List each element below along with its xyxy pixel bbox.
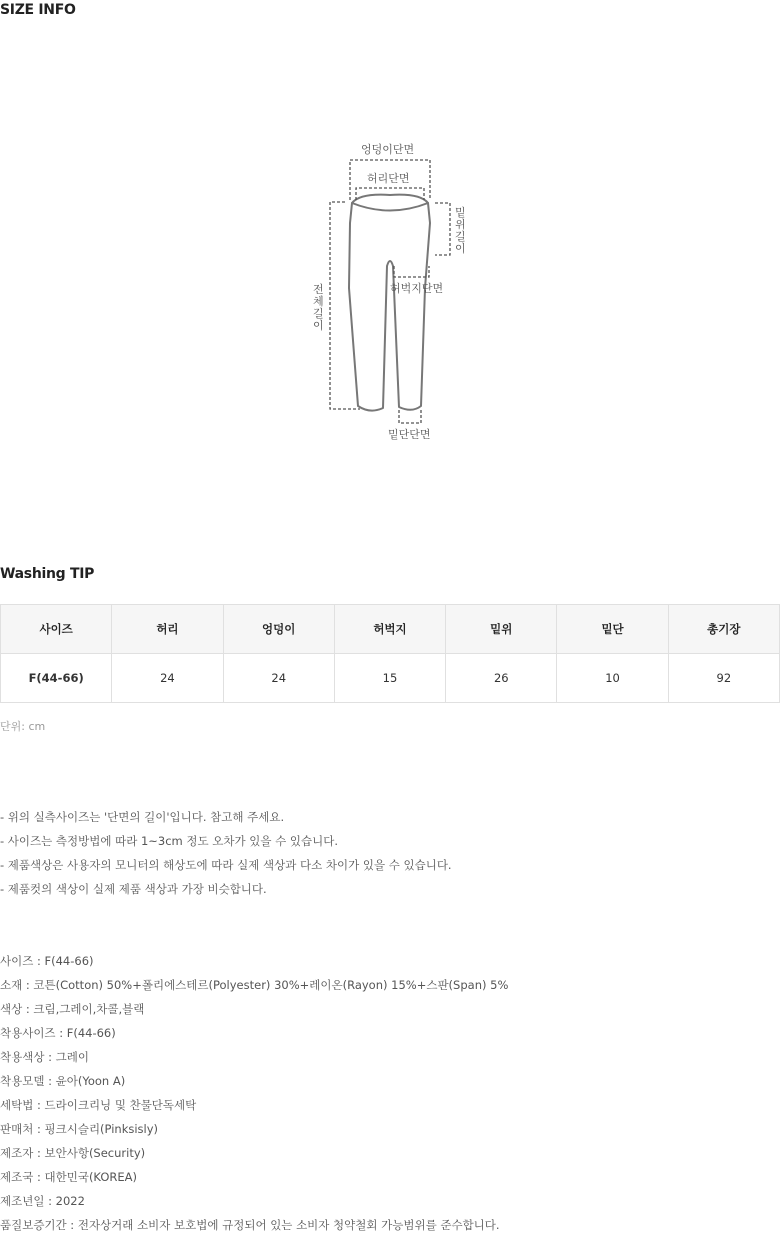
waist-label: 허리단면	[367, 172, 410, 185]
list-item: 색상 : 크림,그레이,차콜,블랙	[0, 1002, 145, 1016]
pants-silhouette	[349, 195, 430, 411]
list-item: - 제품색상은 사용자의 모니터의 해상도에 따라 실제 색상과 다소 차이가 있을 수 있습니다.	[0, 858, 452, 872]
cell-size: F(44-66)	[1, 654, 112, 703]
svg-text:이: 이	[313, 319, 324, 332]
list-item: 제조국 : 대한민국(KOREA)	[0, 1170, 138, 1184]
list-item: 판매처 : 핑크시슬리(Pinksisly)	[0, 1122, 159, 1136]
thigh-measure-line	[394, 266, 429, 277]
cell-thigh: 15	[334, 654, 445, 703]
size-info-title: SIZE INFO	[0, 2, 76, 18]
list-item: 사이즈 : F(44-66)	[0, 954, 94, 968]
hip-label: 엉덩이단면	[361, 143, 415, 156]
list-item: 세탁법 : 드라이크리닝 및 찬물단독세탁	[0, 1098, 197, 1112]
table-header-row	[1, 605, 780, 654]
svg-text:길: 길	[455, 230, 466, 243]
list-item: - 위의 실측사이즈는 '단면의 길이'입니다. 참고해 주세요.	[0, 810, 285, 824]
table-row	[1, 654, 780, 703]
header-waist: 허리	[112, 605, 223, 654]
cell-hip: 24	[223, 654, 334, 703]
header-hem: 밑단	[557, 605, 668, 654]
list-item: 제조년일 : 2022	[0, 1194, 85, 1208]
size-table	[0, 604, 780, 703]
svg-text:밑: 밑	[455, 206, 466, 219]
list-item: 착용색상 : 그레이	[0, 1050, 89, 1064]
size-notes-list	[0, 805, 452, 901]
rise-measure-line	[435, 203, 450, 255]
cell-waist: 24	[112, 654, 223, 703]
header-hip: 엉덩이	[223, 605, 334, 654]
pants-measurement-diagram	[300, 138, 480, 448]
rise-label	[455, 205, 466, 255]
washing-tip-title: Washing TIP	[0, 566, 95, 582]
hem-measure-line	[399, 410, 421, 423]
header-total-length: 총기장	[668, 605, 779, 654]
svg-text:길: 길	[313, 307, 324, 320]
svg-text:위: 위	[455, 218, 466, 231]
cell-hem: 10	[557, 654, 668, 703]
list-item: 착용사이즈 : F(44-66)	[0, 1026, 116, 1040]
cell-total-length: 92	[668, 654, 779, 703]
header-thigh: 허벅지	[334, 605, 445, 654]
svg-text:이: 이	[455, 242, 466, 255]
total-length-label	[313, 282, 324, 332]
svg-text:전: 전	[313, 283, 324, 296]
product-info-list	[0, 949, 508, 1237]
list-item: 착용모델 : 윤아(Yoon A)	[0, 1074, 126, 1088]
hem-label: 밑단단면	[388, 428, 431, 441]
list-item: - 사이즈는 측정방법에 따라 1~3cm 정도 오차가 있을 수 있습니다.	[0, 834, 339, 848]
thigh-label: 허벅지단면	[390, 282, 444, 295]
list-item: - 제품컷의 색상이 실제 제품 색상과 가장 비슷합니다.	[0, 882, 267, 896]
list-item: 소재 : 코튼(Cotton) 50%+폴리에스테르(Polyester) 30%+레이온(Rayon) 15%+스판(Span) 5%	[0, 978, 509, 992]
header-rise: 밑위	[446, 605, 557, 654]
cell-rise: 26	[446, 654, 557, 703]
unit-note: 단위: cm	[0, 720, 46, 733]
list-item: 품질보증기간 : 전자상거래 소비자 보호법에 규정되어 있는 소비자 청약철회 가능범위를 준수합니다.	[0, 1218, 500, 1232]
header-size: 사이즈	[1, 605, 112, 654]
svg-text:체: 체	[313, 295, 324, 308]
list-item: 제조자 : 보안사항(Security)	[0, 1146, 146, 1160]
